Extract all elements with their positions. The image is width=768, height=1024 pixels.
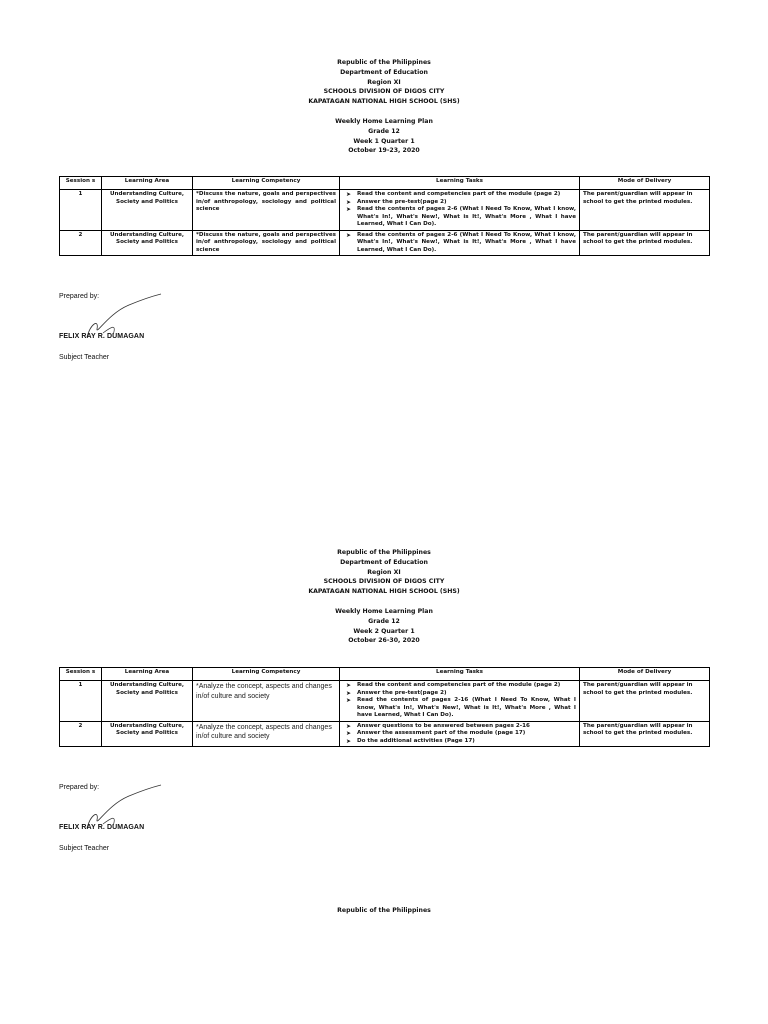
session-cell: 1 — [60, 681, 102, 722]
prepared-by-label: Prepared by: — [59, 784, 100, 791]
task-item: ➤ Read the contents of pages 2-16 (What I Need To Know, What I know, What's In!, What's New!, What is It!, What's More , What I have Learned, What I Can Do). — [346, 697, 576, 718]
tasks-cell — [340, 721, 580, 747]
plan-header — [0, 58, 768, 156]
arrow-bullet-icon: ➤ — [346, 206, 352, 213]
subheader-line: Week 1 Quarter 1 — [353, 137, 415, 145]
header-line: Republic of the Philippines — [337, 59, 431, 66]
arrow-bullet-icon: ➤ — [346, 737, 352, 745]
arrow-bullet-icon: ➤ — [346, 682, 352, 689]
header-line: Department of Education — [340, 558, 428, 566]
column-header: Learning Tasks — [340, 177, 580, 190]
header-line: SCHOOLS DIVISION OF DIGOS CITY — [323, 578, 445, 586]
column-header: Session s — [60, 177, 102, 190]
learning-area-cell: Understanding Culture, Society and Politics — [102, 230, 193, 256]
table-header-row — [60, 668, 710, 681]
subheader-line: October 19-23, 2020 — [348, 147, 420, 155]
header-line: Region XI — [367, 78, 401, 86]
tasks-cell — [340, 681, 580, 722]
arrow-bullet-icon: ➤ — [346, 697, 352, 704]
prepared-by-block — [59, 293, 259, 363]
learning-plan-table — [59, 176, 710, 256]
learning-plan-week-2 — [0, 548, 768, 646]
arrow-bullet-icon: ➤ — [346, 722, 352, 730]
task-item: ➤ Answer the pre-test(page 2) — [346, 689, 447, 697]
task-item: ➤ Do the additional activities (Page 17) — [346, 737, 475, 745]
task-item: ➤ Answer the pre-test(page 2) — [346, 198, 447, 206]
learning-area-cell: Understanding Culture, Society and Politics — [102, 721, 193, 747]
table-row — [60, 190, 710, 231]
competency-cell: *Analyze the concept, aspects and changes in/of culture and society — [193, 681, 340, 722]
learning-area-cell: Understanding Culture, Society and Politics — [102, 190, 193, 231]
prepared-by-label: Prepared by: — [59, 293, 100, 300]
learning-plan-week-1 — [0, 58, 768, 156]
column-header: Session s — [60, 668, 102, 681]
teacher-role: Subject Teacher — [59, 845, 110, 852]
delivery-mode-cell: The parent/guardian will appear in school to get the printed modules. — [580, 721, 710, 747]
competency-cell: *Analyze the concept, aspects and changes in/of culture and society — [193, 721, 340, 747]
subheader-line: Grade 12 — [368, 617, 400, 625]
header-line: KAPATAGAN NATIONAL HIGH SCHOOL (SHS) — [308, 588, 460, 596]
table-row — [60, 721, 710, 747]
delivery-mode-cell: The parent/guardian will appear in school to get the printed modules. — [580, 230, 710, 256]
tasks-cell — [340, 230, 580, 256]
subheader-line: Grade 12 — [368, 127, 400, 135]
subheader-line: October 26-30, 2020 — [348, 637, 420, 645]
header-line: KAPATAGAN NATIONAL HIGH SCHOOL (SHS) — [308, 98, 460, 106]
column-header: Learning Area — [102, 668, 193, 681]
task-item: ➤ Answer the assessment part of the module (page 17) — [346, 730, 526, 737]
next-page-header: Republic of the Philippines — [337, 907, 431, 914]
arrow-bullet-icon: ➤ — [346, 231, 352, 239]
delivery-mode-cell: The parent/guardian will appear in school to get the printed modules. — [580, 190, 710, 231]
tasks-cell — [340, 190, 580, 231]
task-item: ➤ Read the contents of pages 2-6 (What I Need To Know, What I know, What's In!, What's New!, What is It!, What's More , What I have Learned, What I Can Do). — [346, 231, 576, 253]
competency-cell: *Discuss the nature, goals and perspectives in/of anthropology, sociology and political science — [193, 230, 340, 256]
column-header: Learning Tasks — [340, 668, 580, 681]
column-header: Learning Area — [102, 177, 193, 190]
subheader-line: Week 2 Quarter 1 — [353, 627, 415, 635]
column-header: Learning Competency — [193, 177, 340, 190]
subheader-line: Weekly Home Learning Plan — [335, 117, 433, 125]
column-header: Mode of Delivery — [580, 177, 710, 190]
subheader-line: Weekly Home Learning Plan — [335, 607, 433, 615]
header-line: Department of Education — [340, 68, 428, 76]
header-line: Republic of the Philippines — [337, 549, 431, 556]
table-row — [60, 681, 710, 722]
session-cell: 2 — [60, 230, 102, 256]
header-line: Region XI — [367, 568, 401, 576]
learning-plan-table — [59, 667, 710, 747]
teacher-role: Subject Teacher — [59, 354, 110, 361]
task-item: ➤ Read the content and competencies part of the module (page 2) — [346, 191, 561, 198]
header-line: SCHOOLS DIVISION OF DIGOS CITY — [323, 88, 445, 96]
teacher-name: FELIX RAY R. DUMAGAN — [59, 824, 145, 831]
task-item: ➤ Read the content and competencies part of the module (page 2) — [346, 682, 561, 689]
task-item: ➤ Read the contents of pages 2-6 (What I Need To Know, What I know, What's In!, What's New!, What is It!, What's More , What I have Learned, What I Can Do). — [346, 206, 576, 227]
arrow-bullet-icon: ➤ — [346, 730, 352, 737]
table-header-row — [60, 177, 710, 190]
competency-cell: *Discuss the nature, goals and perspectives in/of anthropology, sociology and political science — [193, 190, 340, 231]
column-header: Learning Competency — [193, 668, 340, 681]
delivery-mode-cell: The parent/guardian will appear in school to get the printed modules. — [580, 681, 710, 722]
learning-area-cell: Understanding Culture, Society and Politics — [102, 681, 193, 722]
session-cell: 2 — [60, 721, 102, 747]
task-item: ➤ Answer questions to be answered between pages 2-16 — [346, 722, 530, 730]
arrow-bullet-icon: ➤ — [346, 191, 352, 198]
column-header: Mode of Delivery — [580, 668, 710, 681]
plan-header — [0, 548, 768, 646]
teacher-name: FELIX RAY R. DUMAGAN — [59, 333, 145, 340]
prepared-by-block — [59, 784, 259, 854]
arrow-bullet-icon: ➤ — [346, 198, 352, 206]
arrow-bullet-icon: ➤ — [346, 689, 352, 697]
table-row — [60, 230, 710, 256]
session-cell: 1 — [60, 190, 102, 231]
